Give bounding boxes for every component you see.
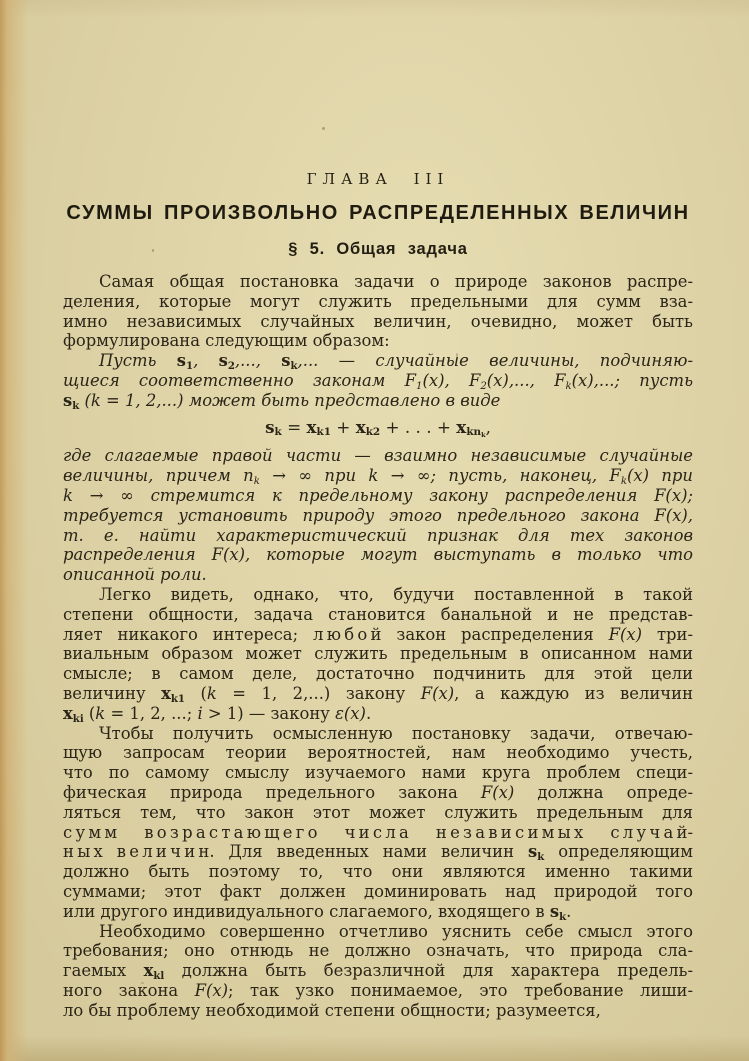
text-line: описанной роли. bbox=[63, 565, 207, 585]
text-line: с у м м в о з р а с т а ю щ е г о ч и с л а н е з а в и с и м ы х с л у ч а й- bbox=[63, 822, 693, 842]
chapter-title: СУММЫ ПРОИЗВОЛЬНО РАСПРЕДЕЛЕННЫХ ВЕЛИЧИН bbox=[66, 202, 690, 224]
text-line: величины, причем $n_k$ → ∞ при k → ∞; пусть, наконец, $F_k(x)$ при bbox=[63, 466, 693, 488]
text-line: Необходимо совершенно отчетливо уяснить себе смысл этого bbox=[99, 921, 693, 941]
text-line: величину $x_{k1}$ (k = 1, 2,...) закону F(x), а каждую из величин bbox=[63, 683, 693, 705]
text-line: Легко видеть, однако, что, будучи поставленной в такой bbox=[99, 584, 693, 604]
text-line: деления, которые могут служить предельными для сумм вза- bbox=[63, 291, 693, 311]
text-line: $s_k$ (k = 1, 2,...) может быть представлено в виде bbox=[63, 390, 501, 412]
text-line: k → ∞ стремится к предельному закону распределения F(x); bbox=[63, 485, 693, 505]
chapter-label: ГЛАВА III bbox=[306, 170, 450, 188]
text-line: н ы х в е л и ч и н. Для введенных нами величин $s_k$ определяющим bbox=[63, 842, 694, 864]
body-text bbox=[63, 272, 693, 1020]
section-heading: § 5. Общая задача bbox=[288, 240, 468, 258]
text-line: т. е. найти характеристический признак для тех законов bbox=[63, 525, 693, 545]
text-line: гаемых $x_{kl}$ должна быть безразличной для характера предель- bbox=[63, 961, 693, 982]
text-line: степени общности, задача становится банальной и не представ- bbox=[63, 604, 693, 624]
text-line: имно независимых случайных величин, очевидно, может быть bbox=[63, 311, 693, 331]
text-line: фическая природа предельного закона F(x) должна опреде- bbox=[63, 782, 693, 802]
text-line: ло бы проблему необходимой степени общности; разумеется, bbox=[63, 1000, 601, 1020]
text-line: Чтобы получить осмысленную постановку задачи, отвечаю- bbox=[99, 723, 693, 743]
text-line: распределения F(x), которые могут выступать в только что bbox=[63, 545, 693, 565]
text-line: $x_{ki}$ (k = 1, 2, ...; i > 1) — закону ε(x). bbox=[63, 703, 372, 725]
text-line: ляет никакого интереса; л ю б о й закон распределения F(x) три- bbox=[63, 624, 693, 644]
text-line: Самая общая постановка задачи о природе законов распре- bbox=[99, 272, 693, 291]
text-line: виальным образом может служить предельным в описанном нами bbox=[63, 644, 693, 664]
text-line: щиеся соответственно законам $F_1(x)$, $F_2(x)$,..., $F_k(x)$,...; пусть bbox=[63, 370, 693, 392]
text-line: что по самому смыслу изучаемого нами круга проблем специ- bbox=[63, 763, 693, 783]
text-line: должно быть поэтому то, что они являются именно такими bbox=[63, 862, 693, 882]
text-line: Пусть $s_1$, $s_2$,..., $s_k$,... — случайные величины, подчиняю- bbox=[99, 351, 693, 373]
text-line: суммами; этот факт должен доминировать над природой того bbox=[63, 881, 693, 901]
text-line: требуется установить природу этого предельного закона F(x), bbox=[63, 505, 693, 525]
text-line: ляться тем, что закон этот может служить предельным для bbox=[63, 802, 693, 822]
text-line: или другого индивидуального слагаемого, входящего в $s_k$. bbox=[63, 901, 572, 923]
text-line: смысле; в самом деле, достаточно подчинить для этой цели bbox=[63, 664, 693, 684]
text-line: щую запросам теории вероятностей, нам необходимо учесть, bbox=[63, 743, 693, 763]
text-line: требования; оно отнюдь не должно означать, что природа сла- bbox=[63, 941, 693, 961]
text-line: формулирована следующим образом: bbox=[63, 331, 390, 351]
text-line: ного закона F(x); так узко понимаемое, это требование лиши- bbox=[63, 980, 693, 1000]
formula-line: $s_k = x_{k1} + x_{k2}$ + . . . + $x_{kn_k}$, bbox=[265, 416, 491, 440]
text-column bbox=[63, 0, 693, 1020]
text-line: где слагаемые правой части — взаимно независимые случайные bbox=[63, 446, 693, 466]
